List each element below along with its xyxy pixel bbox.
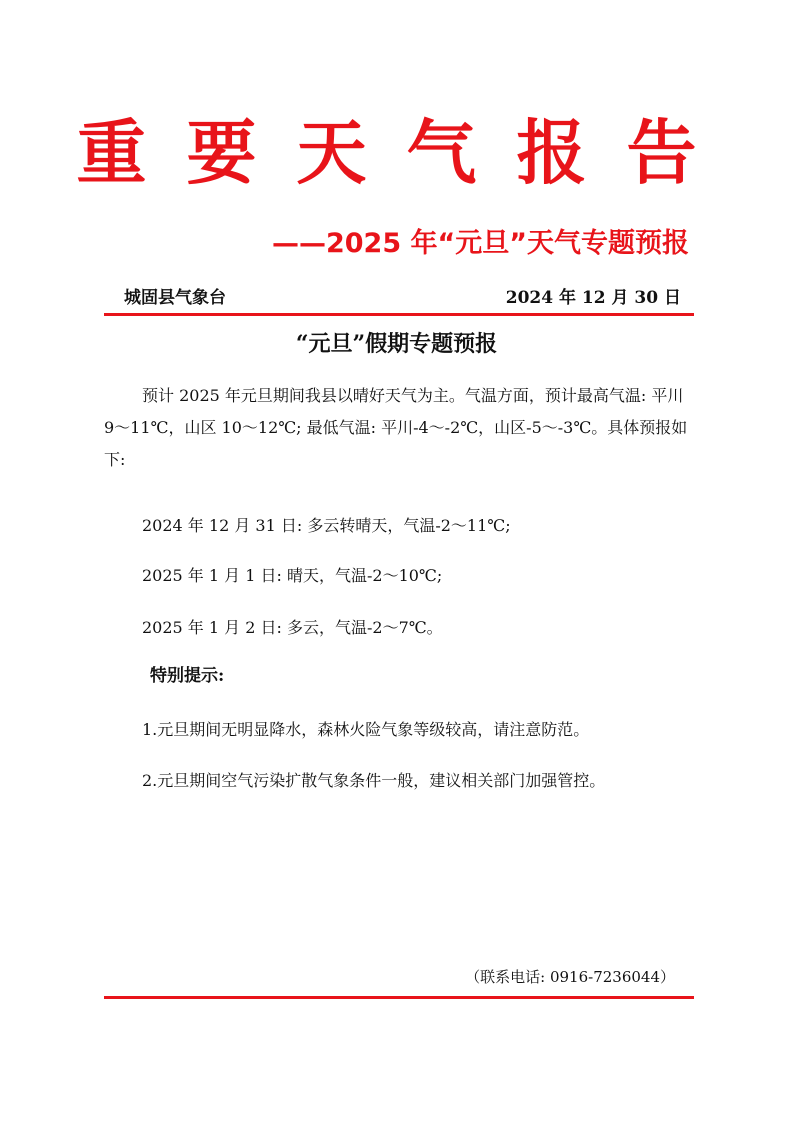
intro-paragraph: 预计 2025 年元旦期间我县以晴好天气为主。气温方面，预计最高气温: 平川 9～11℃，山区 10～12℃; 最低气温: 平川-4～-2℃，山区-5～-3℃。具体预报如下: (104, 386, 688, 469)
contact-phone: （联系电话: 0916-7236044） (465, 968, 675, 986)
footer-divider (104, 996, 694, 999)
issuer-name: 城固县气象台 (124, 288, 226, 308)
tip-2: 2.元旦期间空气污染扩散气象条件一般，建议相关部门加强管控。 (142, 771, 606, 790)
report-title: 重要天气报告 (76, 111, 737, 194)
daily-forecast-1: 2024 年 12 月 31 日: 多云转晴天，气温-2～11℃; (142, 516, 511, 535)
tips-heading: 特别提示: (150, 666, 225, 686)
daily-forecast-3: 2025 年 1 月 2 日: 多云，气温-2～7℃。 (142, 618, 443, 637)
issue-date: 2024 年 12 月 30 日 (505, 288, 681, 308)
forecast-heading: “元旦”假期专题预报 (295, 331, 498, 357)
header-divider (104, 313, 694, 316)
report-subtitle: ——2025 年“元旦”天气专题预报 (271, 228, 689, 259)
daily-forecast-2: 2025 年 1 月 1 日: 晴天，气温-2～10℃; (142, 566, 443, 585)
tip-1: 1.元旦期间无明显降水，森林火险气象等级较高，请注意防范。 (142, 720, 590, 739)
